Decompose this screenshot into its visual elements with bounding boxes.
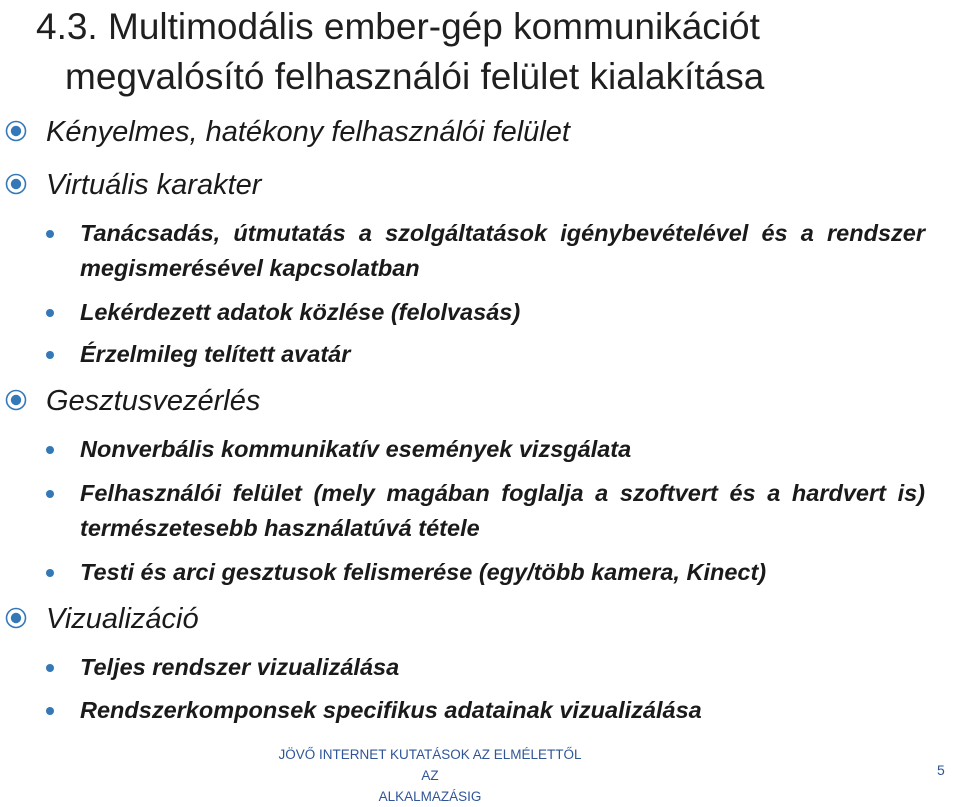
dot-bullet-icon (46, 707, 54, 715)
bullet-label: Virtuális karakter (46, 169, 262, 201)
dot-bullet-icon (46, 309, 54, 317)
target-bullet-icon (4, 172, 28, 196)
sub-bullet-item (80, 555, 925, 590)
sub-bullet-label: Nonverbális kommunikatív események vizsgálata (80, 436, 632, 462)
sub-bullet-item (80, 295, 925, 330)
dot-bullet-icon (46, 351, 54, 359)
bullet-item-visualization (46, 603, 199, 636)
sub-bullet-label: Tanácsadás, útmutatás a szolgáltatások igénybevételével és a rendszer megismerésével kapcsolatban (80, 220, 925, 281)
footer-line-2: ALKALMAZÁSIG (378, 789, 482, 804)
dot-bullet-icon (46, 569, 54, 577)
sub-bullet-label: Lekérdezett adatok közlése (felolvasás) (80, 299, 521, 325)
sub-bullet-item (80, 476, 925, 546)
slide-title (36, 2, 936, 102)
bullet-label: Gesztusvezérlés (46, 385, 261, 417)
page-number: 5 (937, 762, 945, 778)
target-bullet-icon (4, 119, 28, 143)
sub-bullet-item (80, 693, 925, 728)
sub-bullet-label: Teljes rendszer vizualizálása (80, 654, 400, 680)
bullet-label: Vizualizáció (46, 603, 199, 635)
sub-bullet-item (80, 337, 925, 372)
bullet-item-gesture-control (46, 385, 260, 418)
target-bullet-icon (4, 606, 28, 630)
sub-bullet-label: Rendszerkomponsek specifikus adatainak vizualizálása (80, 697, 702, 723)
sub-bullet-label: Érzelmileg telített avatár (80, 341, 351, 367)
dot-bullet-icon (46, 490, 54, 498)
title-line-2: megvalósító felhasználói felület kialakítása (65, 56, 765, 97)
title-line-1: 4.3. Multimodális ember-gép kommunikációt (36, 6, 760, 47)
sub-bullet-item (80, 432, 925, 467)
bullet-item-virtual-character (46, 169, 261, 202)
sub-bullet-item (80, 650, 925, 685)
target-bullet-icon (4, 388, 28, 412)
footer-line-1: JÖVŐ INTERNET KUTATÁSOK AZ ELMÉLETTŐL AZ (278, 747, 582, 783)
footer-text (270, 744, 590, 807)
dot-bullet-icon (46, 230, 54, 238)
bullet-item-comfort (46, 116, 570, 149)
sub-bullet-label: Felhasználói felület (mely magában foglalja a szoftvert és a hardvert is) természetesebb használatúvá tétele (80, 480, 925, 541)
bullet-label: Kényelmes, hatékony felhasználói felület (46, 116, 570, 148)
dot-bullet-icon (46, 664, 54, 672)
sub-bullet-label: Testi és arci gesztusok felismerése (egy/több kamera, Kinect) (80, 559, 767, 585)
sub-bullet-item (80, 216, 925, 286)
dot-bullet-icon (46, 446, 54, 454)
